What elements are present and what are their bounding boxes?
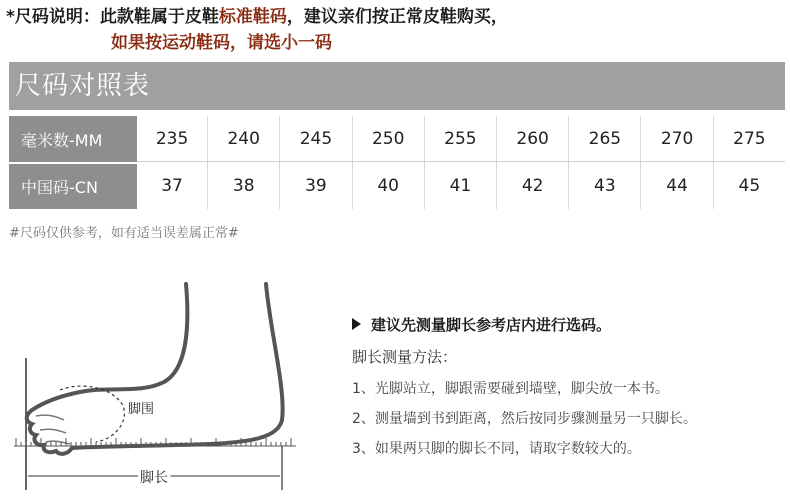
table-cell: 40: [352, 162, 424, 209]
notice-prefix: *尺码说明：此款鞋属于皮鞋: [6, 7, 219, 27]
table-cell: 245: [279, 116, 351, 162]
guide-subheading: 脚长测量方法：: [352, 348, 458, 366]
table-cell: 37: [161, 175, 183, 196]
size-chart-table: [9, 116, 785, 209]
triangle-bullet-icon: [352, 318, 361, 330]
table-cell: 250: [352, 116, 424, 162]
measurement-guide: [352, 312, 782, 460]
foot-length-label: 脚长: [140, 470, 168, 486]
guide-step-2: 2、测量墙到书到距离，然后按同步骤测量另一只脚长。: [352, 411, 697, 427]
table-row-cn: [9, 162, 785, 209]
foot-measurement-diagram: [0, 270, 330, 500]
guide-heading-row: [352, 312, 782, 336]
table-cell: 38: [207, 162, 279, 209]
table-row-mm: [9, 116, 785, 162]
table-cell: 44: [640, 162, 712, 209]
row-header-mm: 毫米数-MM: [9, 116, 137, 162]
notice-line-1: [6, 4, 508, 30]
size-disclaimer: #尺码仅供参考，如有适当误差属正常#: [9, 226, 239, 241]
table-cell: 260: [496, 116, 568, 162]
notice-suffix: ，建议亲们按正常皮鞋购买，: [286, 7, 508, 27]
notice-highlight: 标准鞋码: [218, 7, 287, 27]
table-cell: 42: [496, 162, 568, 209]
foot-girth-label: 脚围: [128, 402, 155, 417]
guide-heading: 建议先测量脚长参考店内进行选码。: [371, 315, 612, 334]
guide-step-3: 3、如果两只脚的脚长不同，请取字数较大的。: [352, 441, 641, 457]
table-cell: 275: [713, 116, 785, 162]
table-cell: 39: [279, 162, 351, 209]
table-cell: 235: [137, 116, 207, 162]
notice-line-2: 如果按运动鞋码，请选小一码: [111, 33, 332, 53]
size-chart-title: 尺码对照表: [9, 62, 785, 110]
size-notice: [6, 4, 508, 56]
table-cell: 45: [713, 162, 785, 209]
table-cell: 240: [207, 116, 279, 162]
table-cell: 255: [424, 116, 496, 162]
table-cell: 270: [640, 116, 712, 162]
row-header-cn: 中国码-CN: [9, 162, 137, 209]
table-cell: 43: [568, 162, 640, 209]
table-cell: 41: [424, 162, 496, 209]
table-cell: 265: [568, 116, 640, 162]
guide-step-1: 1、光脚站立，脚跟需要碰到墙壁，脚尖放一本书。: [352, 381, 669, 397]
foot-outline: [27, 284, 283, 454]
